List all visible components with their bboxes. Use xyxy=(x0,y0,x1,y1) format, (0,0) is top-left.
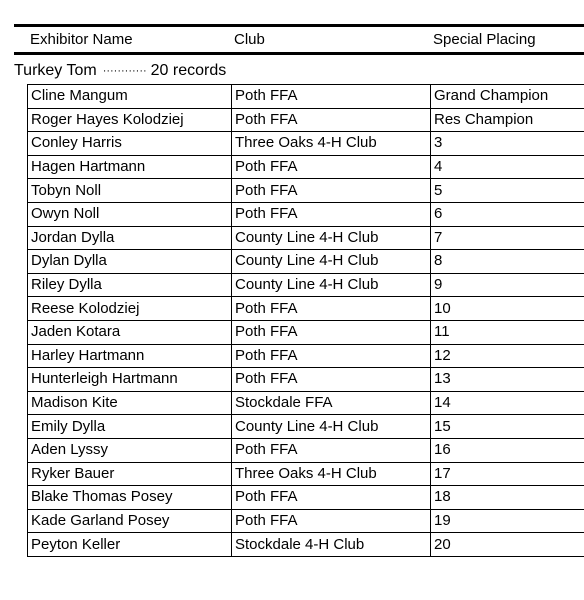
special-placing-cell: 14 xyxy=(431,391,584,415)
column-header-club: Club xyxy=(234,31,265,48)
club-cell: Three Oaks 4-H Club xyxy=(232,462,431,486)
table-row xyxy=(28,509,584,533)
club-cell: Poth FFA xyxy=(232,85,431,109)
exhibitor-name-cell: Peyton Keller xyxy=(28,533,232,557)
special-placing-cell: 13 xyxy=(431,368,584,392)
exhibitor-name-cell: Harley Hartmann xyxy=(28,344,232,368)
exhibitor-name-cell: Tobyn Noll xyxy=(28,179,232,203)
table-row xyxy=(28,391,584,415)
exhibitor-name-cell: Kade Garland Posey xyxy=(28,509,232,533)
special-placing-cell: Grand Champion xyxy=(431,85,584,109)
special-placing-cell: 17 xyxy=(431,462,584,486)
table-row xyxy=(28,226,584,250)
special-placing-cell: 9 xyxy=(431,273,584,297)
records-table-body xyxy=(28,85,584,557)
club-cell: County Line 4-H Club xyxy=(232,415,431,439)
club-cell: Poth FFA xyxy=(232,202,431,226)
exhibitor-name-cell: Cline Mangum xyxy=(28,85,232,109)
special-placing-cell: 3 xyxy=(431,132,584,156)
exhibitor-name-cell: Roger Hayes Kolodziej xyxy=(28,108,232,132)
group-heading xyxy=(14,60,226,82)
special-placing-cell: 6 xyxy=(431,202,584,226)
exhibitor-name-cell: Ryker Bauer xyxy=(28,462,232,486)
exhibitor-name-cell: Reese Kolodziej xyxy=(28,297,232,321)
exhibitor-name-cell: Madison Kite xyxy=(28,391,232,415)
exhibitor-name-cell: Jordan Dylla xyxy=(28,226,232,250)
club-cell: Poth FFA xyxy=(232,179,431,203)
table-row xyxy=(28,368,584,392)
club-cell: Stockdale 4-H Club xyxy=(232,533,431,557)
table-row xyxy=(28,202,584,226)
table-row xyxy=(28,108,584,132)
exhibitor-name-cell: Owyn Noll xyxy=(28,202,232,226)
table-row xyxy=(28,320,584,344)
club-cell: Poth FFA xyxy=(232,344,431,368)
table-row xyxy=(28,533,584,557)
club-cell: Poth FFA xyxy=(232,486,431,510)
special-placing-cell: 18 xyxy=(431,486,584,510)
special-placing-cell: 7 xyxy=(431,226,584,250)
exhibitor-name-cell: Dylan Dylla xyxy=(28,250,232,274)
table-row xyxy=(28,415,584,439)
special-placing-cell: 15 xyxy=(431,415,584,439)
table-row xyxy=(28,273,584,297)
table-row xyxy=(28,344,584,368)
header-top-rule xyxy=(14,24,584,27)
special-placing-cell: 16 xyxy=(431,438,584,462)
special-placing-cell: Res Champion xyxy=(431,108,584,132)
special-placing-cell: 4 xyxy=(431,155,584,179)
table-row xyxy=(28,438,584,462)
group-leader-dots: ············ xyxy=(102,65,147,77)
special-placing-cell: 12 xyxy=(431,344,584,368)
club-cell: County Line 4-H Club xyxy=(232,273,431,297)
club-cell: Stockdale FFA xyxy=(232,391,431,415)
club-cell: Three Oaks 4-H Club xyxy=(232,132,431,156)
club-cell: County Line 4-H Club xyxy=(232,226,431,250)
header-bottom-rule xyxy=(14,52,584,55)
club-cell: Poth FFA xyxy=(232,155,431,179)
table-row xyxy=(28,85,584,109)
special-placing-cell: 11 xyxy=(431,320,584,344)
club-cell: Poth FFA xyxy=(232,297,431,321)
exhibitor-name-cell: Jaden Kotara xyxy=(28,320,232,344)
club-cell: Poth FFA xyxy=(232,368,431,392)
table-row xyxy=(28,297,584,321)
special-placing-cell: 20 xyxy=(431,533,584,557)
club-cell: Poth FFA xyxy=(232,509,431,533)
club-cell: County Line 4-H Club xyxy=(232,250,431,274)
exhibitor-name-cell: Riley Dylla xyxy=(28,273,232,297)
club-cell: Poth FFA xyxy=(232,438,431,462)
club-cell: Poth FFA xyxy=(232,320,431,344)
table-row xyxy=(28,486,584,510)
exhibitor-name-cell: Emily Dylla xyxy=(28,415,232,439)
exhibitor-name-cell: Conley Harris xyxy=(28,132,232,156)
group-record-count: 20 records xyxy=(150,62,227,79)
column-header-exhibitor-name: Exhibitor Name xyxy=(30,31,133,48)
table-row xyxy=(28,179,584,203)
exhibitor-name-cell: Hagen Hartmann xyxy=(28,155,232,179)
column-header-special-placing: Special Placing xyxy=(433,31,536,48)
special-placing-cell: 8 xyxy=(431,250,584,274)
special-placing-cell: 10 xyxy=(431,297,584,321)
special-placing-cell: 5 xyxy=(431,179,584,203)
table-row xyxy=(28,132,584,156)
club-cell: Poth FFA xyxy=(232,108,431,132)
table-row xyxy=(28,250,584,274)
special-placing-cell: 19 xyxy=(431,509,584,533)
records-table xyxy=(27,84,584,557)
table-row xyxy=(28,155,584,179)
group-name: Turkey Tom xyxy=(14,62,97,79)
exhibitor-name-cell: Aden Lyssy xyxy=(28,438,232,462)
exhibitor-name-cell: Hunterleigh Hartmann xyxy=(28,368,232,392)
table-row xyxy=(28,462,584,486)
exhibitor-name-cell: Blake Thomas Posey xyxy=(28,486,232,510)
